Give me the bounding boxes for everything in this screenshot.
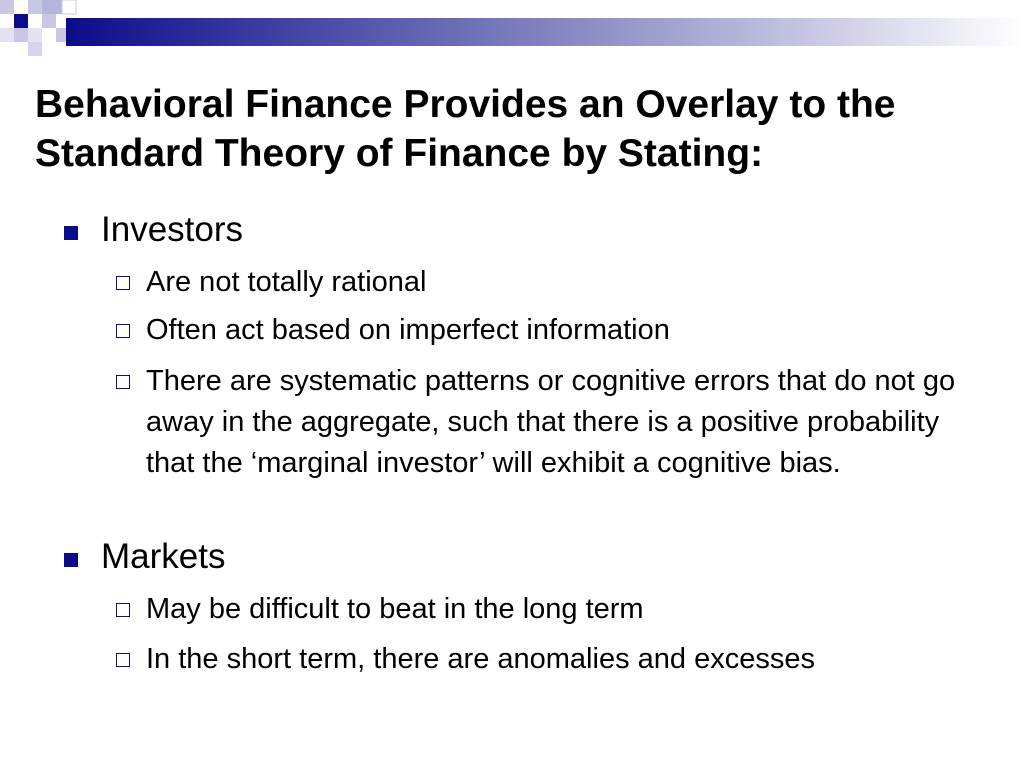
hollow-square-bullet-icon [116,653,130,667]
slide-title: Behavioral Finance Provides an Overlay to the Standard Theory of Finance by Stating: [35,83,896,175]
hollow-square-bullet-icon [116,375,130,389]
bullet-item-text: There are systematic patterns or cognitive errors that do not go away in the aggregate, such that there is a positive probability that the ‘marginal investor’ will exhibit a cognitive bias. [146,365,956,479]
square-bullet-icon [64,226,78,240]
bullet-heading: Markets [101,537,226,576]
bullet-item-text: Are not totally rational [146,266,427,298]
hollow-square-bullet-icon [116,324,130,338]
bullet-item-text: May be difficult to beat in the long term [146,593,644,625]
hollow-square-bullet-icon [116,276,130,290]
bullet-item-text: Often act based on imperfect information [146,314,670,346]
square-bullet-icon [64,553,78,567]
hollow-square-bullet-icon [116,603,130,617]
bullet-heading: Investors [101,210,243,249]
bullet-item-text: In the short term, there are anomalies and excesses [146,643,815,675]
